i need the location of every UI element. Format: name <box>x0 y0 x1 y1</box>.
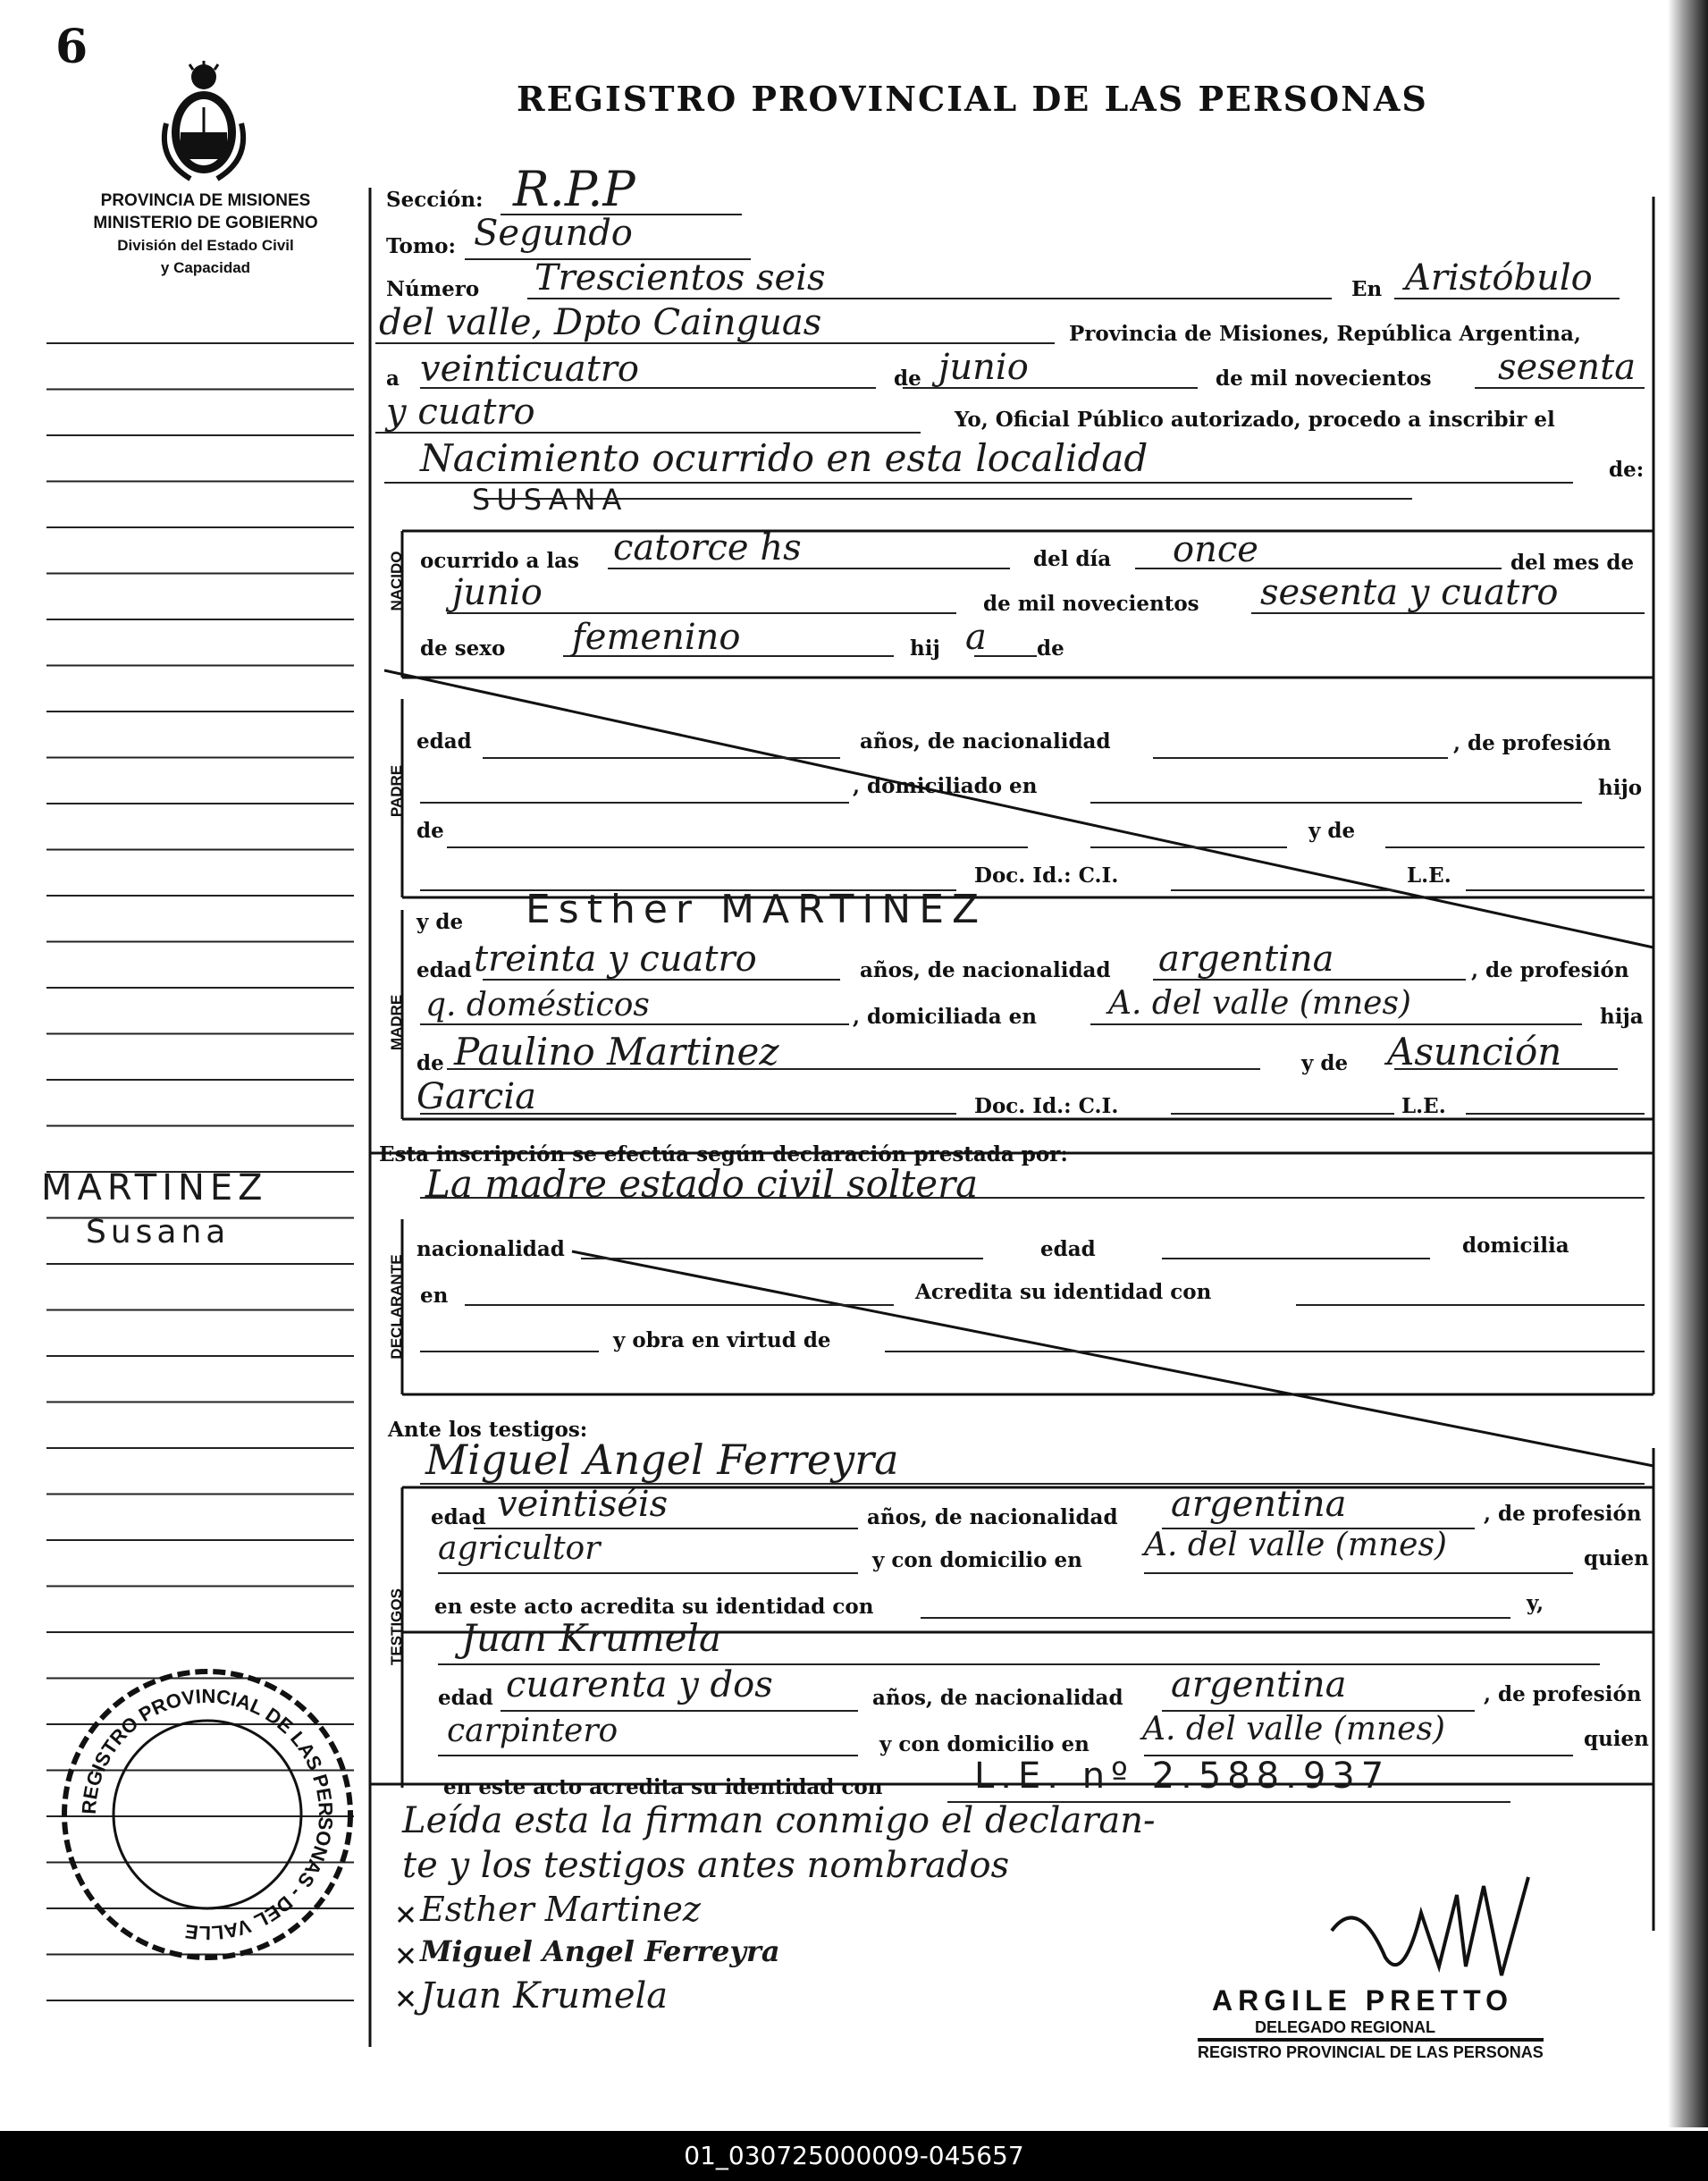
sello-circular-texto: REGISTRO PROVINCIAL DE LAS PERSONAS - DEL VALLE <box>77 1684 338 1945</box>
anio-label: de mil novecientos <box>1216 366 1432 391</box>
testigo1-acredita-label: en este acto acredita su identidad con <box>434 1595 874 1619</box>
margin-surname: MARTINEZ <box>41 1167 268 1208</box>
madre-de-label: de <box>416 1051 444 1075</box>
anio-value-2: y cuatro <box>386 392 535 433</box>
seccion-label: Sección: <box>386 188 484 212</box>
en-value: Aristóbulo <box>1405 257 1593 299</box>
en-label: En <box>1351 277 1383 301</box>
declaracion-label: Esta inscripción se efectúa según declaración prestada por: <box>379 1142 1068 1166</box>
testigos-ante-label: Ante los testigos: <box>388 1418 588 1442</box>
testigo1-nacionalidad-label: años, de nacionalidad <box>867 1505 1118 1529</box>
madre-yde-label: y de <box>416 910 464 934</box>
de-label: de <box>894 366 921 391</box>
hij-label: hij <box>910 636 940 661</box>
madre-nacionalidad-label: años, de nacionalidad <box>860 958 1111 982</box>
province-line: PROVINCIA DE MISIONES <box>100 191 311 210</box>
testigo1-edad-label: edad <box>431 1505 486 1529</box>
oficial-firma <box>1323 1859 1573 1993</box>
testigo2-identidad: L.E. nº 2.588.937 <box>974 1756 1391 1797</box>
declaracion-value: La madre estado civil soltera <box>425 1162 979 1206</box>
capacity-line: y Capacidad <box>160 259 251 276</box>
madre-edad-value: treinta y cuatro <box>474 939 757 980</box>
nacido-de-label: de <box>1037 636 1064 661</box>
acto-value: Nacimiento ocurrido en esta localidad <box>420 436 1148 480</box>
testigo2-nombre: Juan Krumela <box>461 1616 721 1660</box>
padre-le-label: L.E. <box>1407 863 1451 888</box>
madre-madre-value: Asunción <box>1387 1030 1562 1074</box>
mes-label: del mes de <box>1510 551 1635 575</box>
sexo-value: femenino <box>572 617 741 658</box>
madre-edad-label: edad <box>416 958 472 982</box>
padre-edad-label: edad <box>416 729 472 754</box>
margin-given-name: Susana <box>86 1214 231 1250</box>
madre-hija-label: hija <box>1600 1005 1644 1029</box>
nacido-anio-value: sesenta y cuatro <box>1260 572 1559 613</box>
lugar-value: del valle, Dpto Cainguas <box>379 302 822 343</box>
testigo2-nacionalidad-label: años, de nacionalidad <box>872 1686 1123 1710</box>
page-title: REGISTRO PROVINCIAL DE LAS PERSONAS <box>517 79 1428 119</box>
firma-testigo-2: Juan Krumela <box>420 1975 669 2017</box>
testigo2-domicilio: A. del valle (mnes) <box>1142 1711 1445 1747</box>
seccion-value: R.P.P <box>513 161 635 217</box>
madre-yde2-label: y de <box>1301 1051 1349 1075</box>
testigo2-profesion: carpintero <box>447 1713 618 1749</box>
division-line: División del Estado Civil <box>117 237 294 254</box>
section-declarante: DECLARANTE <box>388 1254 405 1360</box>
page-edge-shadow <box>1668 0 1708 2127</box>
declarante-en-label: en <box>420 1284 449 1308</box>
sello-oficial-institucion: REGISTRO PROVINCIAL DE LAS PERSONAS <box>1198 2038 1544 2062</box>
madre-padre-value: Paulino Martinez <box>454 1030 779 1074</box>
numero-value: Trescientos seis <box>534 257 826 299</box>
tomo-label: Tomo: <box>386 234 456 258</box>
testigo1-profesion: agricultor <box>438 1530 601 1567</box>
mes-value: junio <box>452 572 543 613</box>
testigo1-edad: veintiséis <box>497 1484 669 1525</box>
testigo1-profesion-label: , de profesión <box>1484 1502 1642 1526</box>
testigo2-nacionalidad: argentina <box>1171 1664 1347 1705</box>
declarante-domicilia-label: domicilia <box>1462 1234 1569 1258</box>
numero-label: Número <box>386 277 480 301</box>
testigo2-edad-label: edad <box>438 1686 493 1710</box>
sello-circular <box>55 1663 359 1966</box>
madre-doc-label: Doc. Id.: C.I. <box>974 1094 1119 1118</box>
sexo-label: de sexo <box>420 636 506 661</box>
madre-domicilio-value: A. del valle (mnes) <box>1108 985 1411 1022</box>
madre-domiciliada-label: , domiciliada en <box>853 1005 1037 1029</box>
madre-nombre-value: Esther MARTINEZ <box>526 887 988 932</box>
declarante-edad-label: edad <box>1040 1237 1096 1261</box>
testigo2-edad: cuarenta y dos <box>506 1664 773 1705</box>
testigo1-nombre: Miguel Angel Ferreyra <box>425 1436 899 1484</box>
sello-oficial-cargo: DELEGADO REGIONAL <box>1255 2018 1436 2036</box>
declarante-obra-label: y obra en virtud de <box>613 1328 831 1352</box>
madre-nacionalidad-value: argentina <box>1158 939 1334 980</box>
declarante-acredita-label: Acredita su identidad con <box>915 1280 1212 1304</box>
testigo1-domicilio: A. del valle (mnes) <box>1144 1527 1447 1563</box>
section-madre: MADRE <box>388 994 405 1051</box>
nacido-anio-label: de mil novecientos <box>983 592 1199 616</box>
padre-doc-label: Doc. Id.: C.I. <box>974 863 1119 888</box>
footer-bar <box>0 2131 1708 2181</box>
testigo2-profesion-label: , de profesión <box>1484 1682 1642 1706</box>
declarante-nacionalidad-label: nacionalidad <box>416 1237 565 1261</box>
tomo-value: Segundo <box>474 213 633 254</box>
padre-profesion-label: , de profesión <box>1453 731 1611 755</box>
nombre-nacido-value: SUSANA <box>472 483 628 517</box>
padre-nacionalidad-label: años, de nacionalidad <box>860 729 1111 754</box>
hora-value: catorce hs <box>613 527 802 568</box>
section-padre: PADRE <box>388 764 405 818</box>
section-nacido: NACIDO <box>388 551 405 611</box>
madre-profesion-label: , de profesión <box>1471 958 1629 982</box>
padre-de-label: de <box>416 819 444 843</box>
provincia-label: Provincia de Misiones, República Argentina, <box>1069 322 1581 346</box>
madre-madre-value-2: Garcia <box>416 1076 536 1117</box>
testigo2-acredita-label: en este acto acredita su identidad con <box>443 1775 883 1799</box>
hora-label: ocurrido a las <box>420 549 579 573</box>
dia-label: del día <box>1033 547 1112 571</box>
dia-value: once <box>1173 529 1258 570</box>
madre-profesion-value: q. domésticos <box>425 987 650 1023</box>
de-colon-label: de: <box>1609 458 1645 482</box>
anio-value: sesenta <box>1498 347 1636 388</box>
hij-value: a <box>965 617 987 658</box>
firma-marcas <box>393 1895 429 2029</box>
sello-oficial-nombre: ARGILE PRETTO <box>1212 1984 1513 2017</box>
ministry-line: MINISTERIO DE GOBIERNO <box>93 214 318 232</box>
section-testigos: TESTIGOS <box>388 1588 405 1665</box>
madre-le-label: L.E. <box>1401 1094 1446 1118</box>
footer-code: 01_030725000009-045657 <box>684 2141 1024 2170</box>
testigo2-domicilio-label: y con domicilio en <box>879 1732 1090 1756</box>
oficial-label: Yo, Oficial Público autorizado, procedo a inscribir el <box>955 408 1555 432</box>
testigo1-nacionalidad: argentina <box>1171 1484 1347 1525</box>
dia-inscripcion-value: veinticuatro <box>420 349 639 390</box>
cierre-linea-1: Leída esta la firman conmigo el declaran- <box>402 1800 1156 1841</box>
cierre-linea-2: te y los testigos antes nombrados <box>402 1845 1010 1886</box>
svg-text:REGISTRO PROVINCIAL DE LAS PER <box>78 1685 337 1944</box>
testigo2-quien-label: quien <box>1584 1727 1649 1751</box>
testigo1-y-label: y, <box>1527 1591 1544 1615</box>
padre-yde-label: y de <box>1308 819 1356 843</box>
page-number: 6 <box>55 20 88 74</box>
testigo1-domicilio-label: y con domicilio en <box>872 1548 1082 1572</box>
testigo1-quien-label: quien <box>1584 1546 1649 1570</box>
padre-domiciliado-label: , domiciliado en <box>853 774 1038 798</box>
a-label: a <box>386 366 400 391</box>
padre-hijo-label: hijo <box>1598 776 1643 800</box>
mes-inscripcion-value: junio <box>938 347 1029 388</box>
firma-testigo-1: Miguel Angel Ferreyra <box>420 1934 780 1968</box>
firma-madre: Esther Martinez <box>420 1890 701 1929</box>
